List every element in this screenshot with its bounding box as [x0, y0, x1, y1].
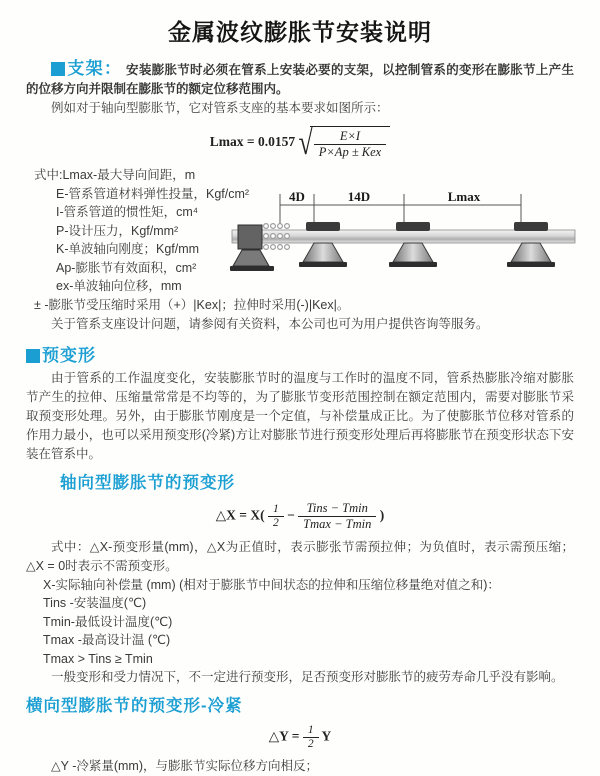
consulting-note: 关于管系支座设计问题，请参阅有关资料，本公司也可为用户提供咨询等服务。 — [51, 316, 489, 331]
axial-subsection-heading: 轴向型膨胀节的预变形 — [60, 473, 235, 492]
definition-item: P-设计压力，Kgf/mm² — [56, 223, 179, 238]
lateral-note: △Y -冷紧量(mm)，与膨胀节实际位移方向相反； — [51, 759, 319, 773]
dimension-lines — [280, 194, 521, 224]
formula-lmax-lhs: Lmax = 0.0157 — [209, 134, 296, 150]
support-intro-paragraph — [26, 59, 574, 99]
support-example-line: 例如对于轴向型膨胀节，它对管系支座的基本要求如图所示： — [51, 101, 389, 115]
definition-item: ex-单波轴向位移，mm — [56, 279, 182, 293]
section-square-icon — [26, 349, 40, 363]
axial-note: 一般变形和受力情况下，不一定进行预变形，足否预变形对膨胀节的疲劳寿命几乎没有影响。 — [51, 670, 564, 684]
pipe — [232, 230, 575, 243]
axial-explanation: 式中：△X-预变形量(mm)，△X为正值时，表示膨张节需预拉伸；为负值时，表示需预压缩；△X = 0时表示不需预变形。 — [26, 539, 574, 573]
support-section-heading: 支架： — [51, 63, 122, 77]
temperature-fraction: $\frac{\text{Tins − Tmin}}{Tmax - Tmin}$ — [298, 501, 376, 532]
definitions-and-diagram — [26, 166, 574, 296]
lateral-subsection-heading: 横向型膨胀节的预变形-冷紧 — [26, 697, 243, 715]
pipe-support-diagram — [228, 190, 580, 282]
definition-item: I-管系管道的惯性矩，cm⁴ — [56, 205, 199, 219]
formula-lmax-numerator: E×I — [314, 129, 387, 145]
dimension-label-4d: 4D — [289, 190, 305, 204]
parameter-item: Tins -安装温度(℃) — [43, 596, 147, 610]
parameter-item: Tmax > Tins ≥ Tmin — [43, 651, 153, 666]
support-intro-text: 安装膨胀节时必须在管系上安装必要的支架，以控制管系的变形在膨胀节上产生的位移方向并限制在膨胀节的额定位移范围内。 — [26, 63, 574, 96]
formula-delta-y-lhs: △Y = — [268, 728, 300, 744]
sign-convention-note: ± -膨胀节受压缩时采用（+）|Kex|；拉伸时采用(-)|Kex|。 — [34, 297, 350, 312]
page-title: 金属波纹膨胀节安装说明 — [168, 19, 432, 45]
formula-lmax-denominator: P×Ap ± Kex — [318, 145, 382, 159]
definition-item: K-单波轴向刚度；Kgf/mm — [56, 242, 200, 256]
one-half-fraction: $\frac{1}{2}$ — [303, 724, 319, 751]
section-square-icon — [51, 62, 65, 76]
predeform-paragraph: 由于管系的工作温度变化，安装膨胀节时的温度与工作时的温度不同，管系热膨胀冷缩对膨胀节产生的拉伸、压缩量常常是不均等的，为了膨胀节变形范围控制在额定范围内，需要对膨胀节采取预变形处理。另外，由于膨胀节刚度是一个定值，与补偿量成正比。为了使膨胀节位移对管系的作用力最小，也可以采用预变形(冷紧)方让对膨胀节进行预变形处理后再将膨胀节在预变形状态下安装在管系中。 — [26, 370, 574, 461]
parameter-item: X-实际轴向补偿量 (mm) (相对于膨胀节中间状态的拉伸和压缩位移量绝对值之和)： — [43, 577, 500, 592]
formula-delta-x-close: ) — [379, 507, 385, 523]
one-half-fraction: $\frac{1}{2}$ — [268, 503, 284, 530]
parameter-item: Tmin-最低设计温度(℃) — [43, 614, 173, 629]
formula-delta-y-rhs: Y — [321, 728, 332, 744]
dimension-label-14d: 14D — [347, 190, 371, 204]
guide-support — [299, 222, 347, 267]
predeform-section-heading: 预变形 — [26, 346, 574, 365]
sqrt-symbol: √ — [298, 122, 313, 162]
dimension-label-lmax: Lmax — [447, 190, 481, 204]
formula-delta-x — [26, 501, 574, 532]
formula-delta-x-lhs: △X = X( — [215, 507, 265, 523]
definition-item: E-管系管道材料弹性投量，Kgf/cm² — [56, 186, 250, 201]
axial-parameter-list — [26, 576, 574, 669]
guide-support — [389, 222, 437, 267]
formula-lmax-radicand — [310, 126, 391, 160]
formula-delta-y — [26, 724, 574, 751]
definition-item: Ap-膨胀节有效面积，cm² — [56, 260, 197, 275]
minus-operator: − — [287, 507, 295, 523]
formula-lmax — [26, 122, 574, 162]
guide-support — [507, 222, 555, 267]
definition-item: 式中:Lmax-最大导向间距，m — [34, 168, 196, 182]
parameter-item: Tmax -最高设计温 (℃) — [43, 633, 171, 647]
